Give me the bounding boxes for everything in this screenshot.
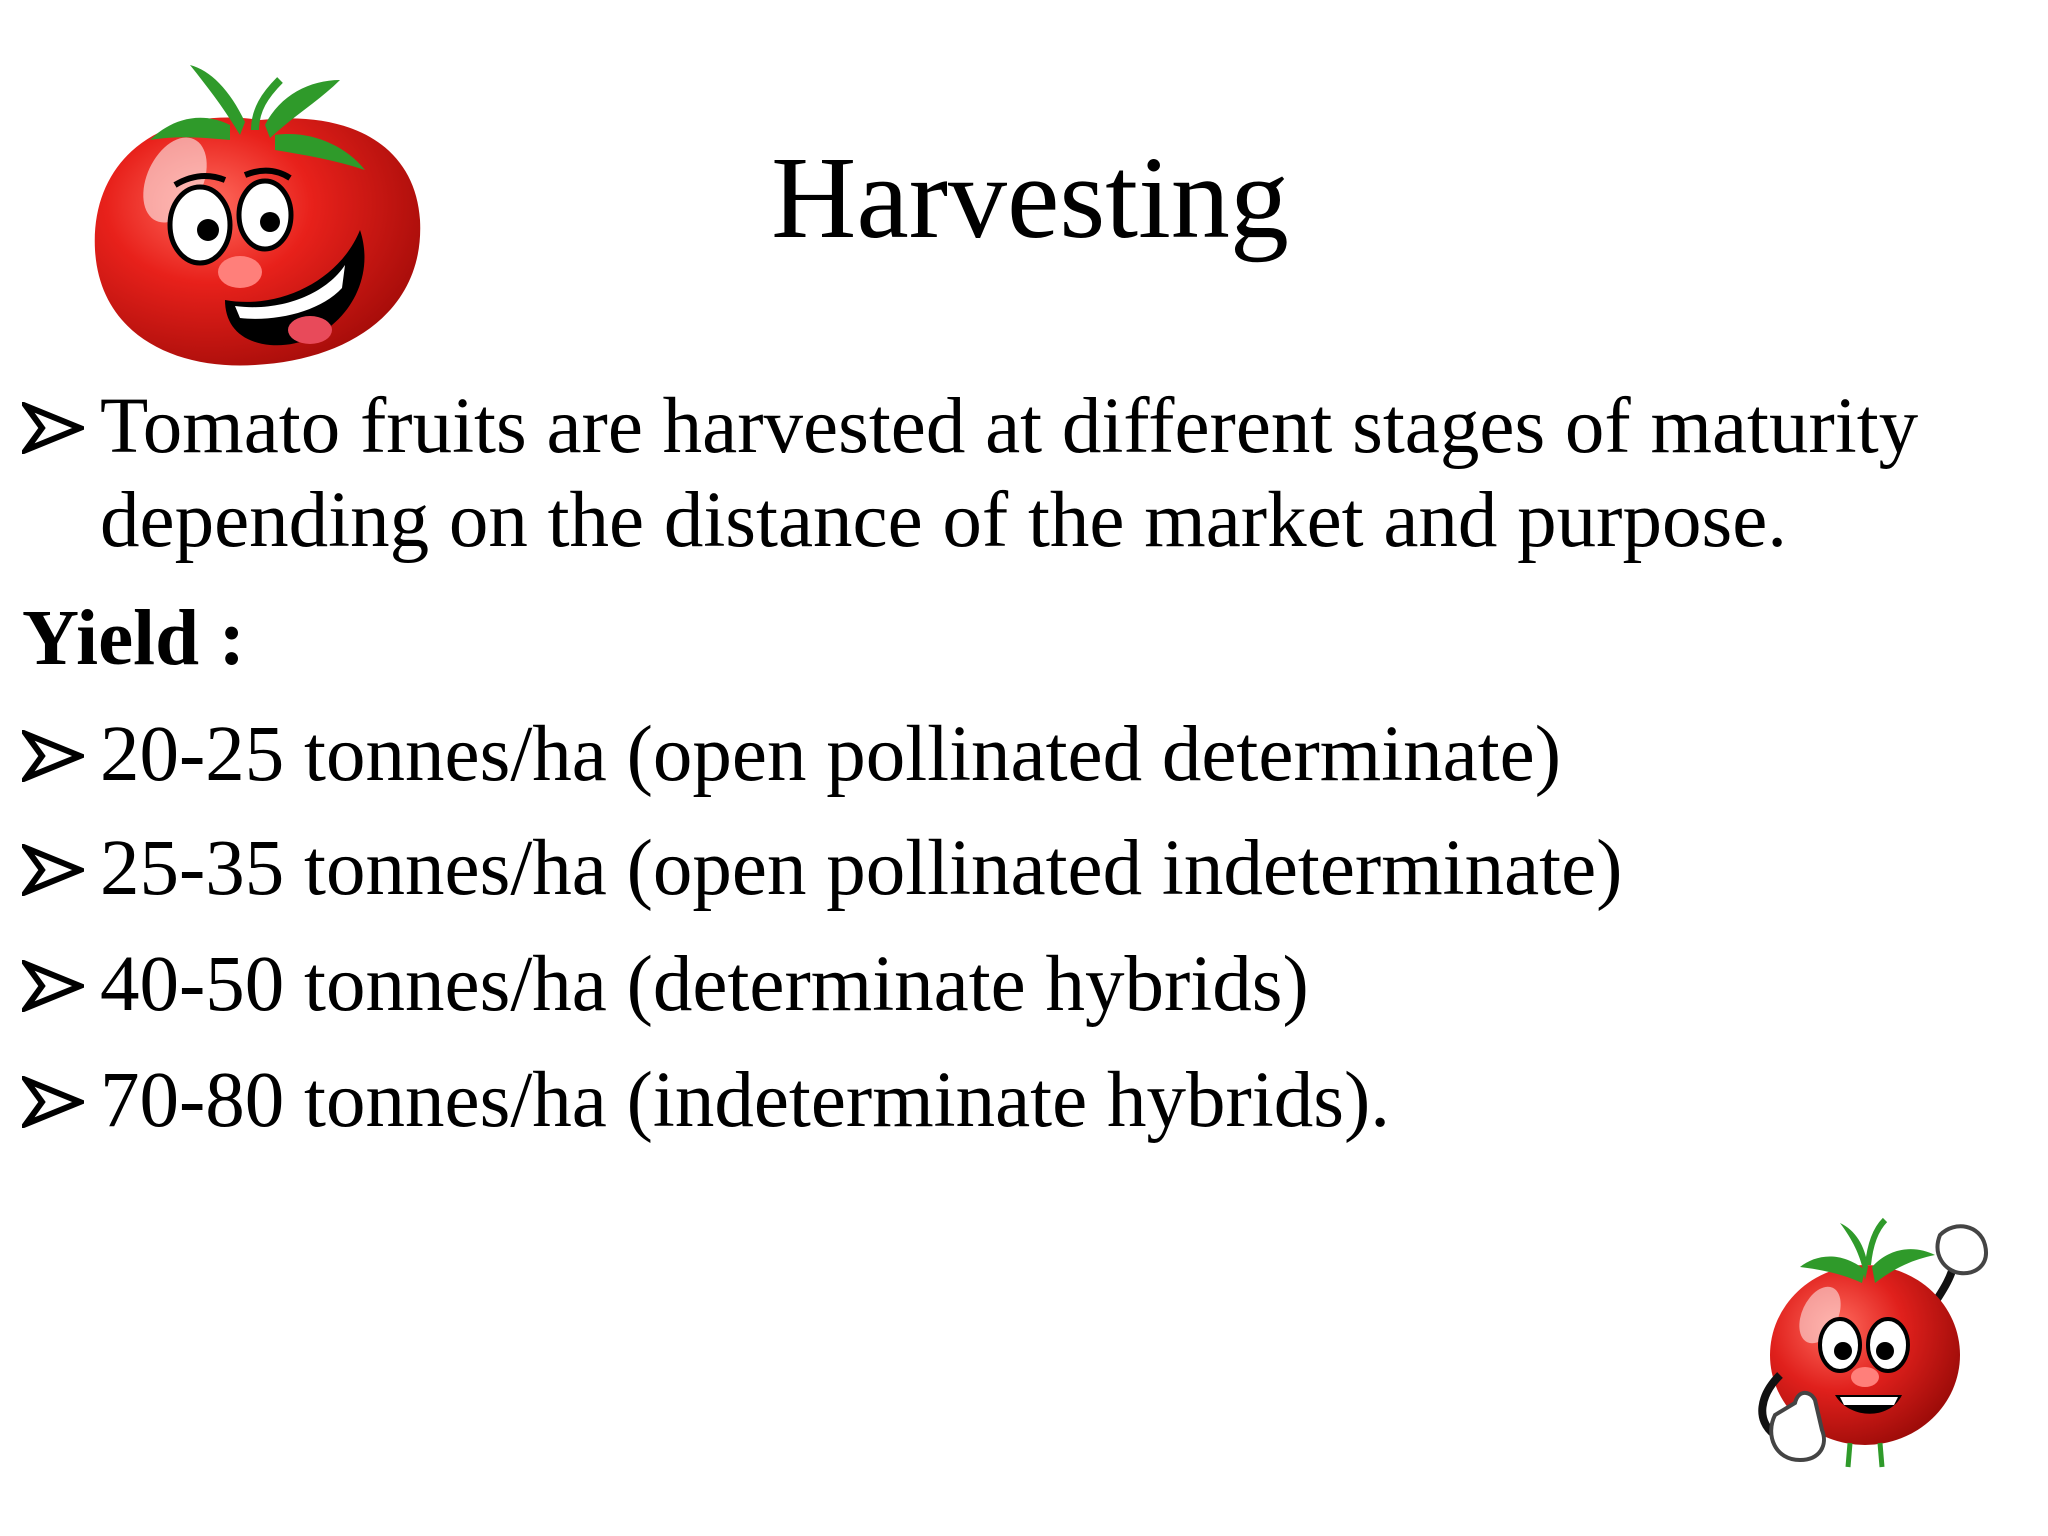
yield-item-text: 20-25 tonnes/ha (open pollinated determinate) <box>100 711 1562 798</box>
arrowhead-bullet-icon <box>22 960 84 1012</box>
arrowhead-bullet-icon <box>22 844 84 896</box>
yield-item-text: 25-35 tonnes/ha (open pollinated indeterminate) <box>100 825 1623 912</box>
intro-bullet-line1: Tomato fruits are harvested at different stages of maturity <box>100 383 1919 470</box>
cartoon-tomato-thumbs-up-icon <box>1740 1205 2010 1475</box>
yield-item-text: 40-50 tonnes/ha (determinate hybrids) <box>100 941 1309 1028</box>
arrowhead-bullet-icon <box>22 1076 84 1128</box>
arrowhead-bullet-icon <box>22 730 84 782</box>
intro-bullet-line2: depending on the distance of the market and purpose. <box>100 477 1788 564</box>
yield-item-text: 70-80 tonnes/ha (indeterminate hybrids). <box>100 1057 1390 1144</box>
slide-title: Harvesting <box>771 132 1289 263</box>
cartoon-tomato-laughing-icon <box>80 50 440 380</box>
yield-heading: Yield : <box>22 595 246 682</box>
arrowhead-bullet-icon <box>22 402 84 454</box>
